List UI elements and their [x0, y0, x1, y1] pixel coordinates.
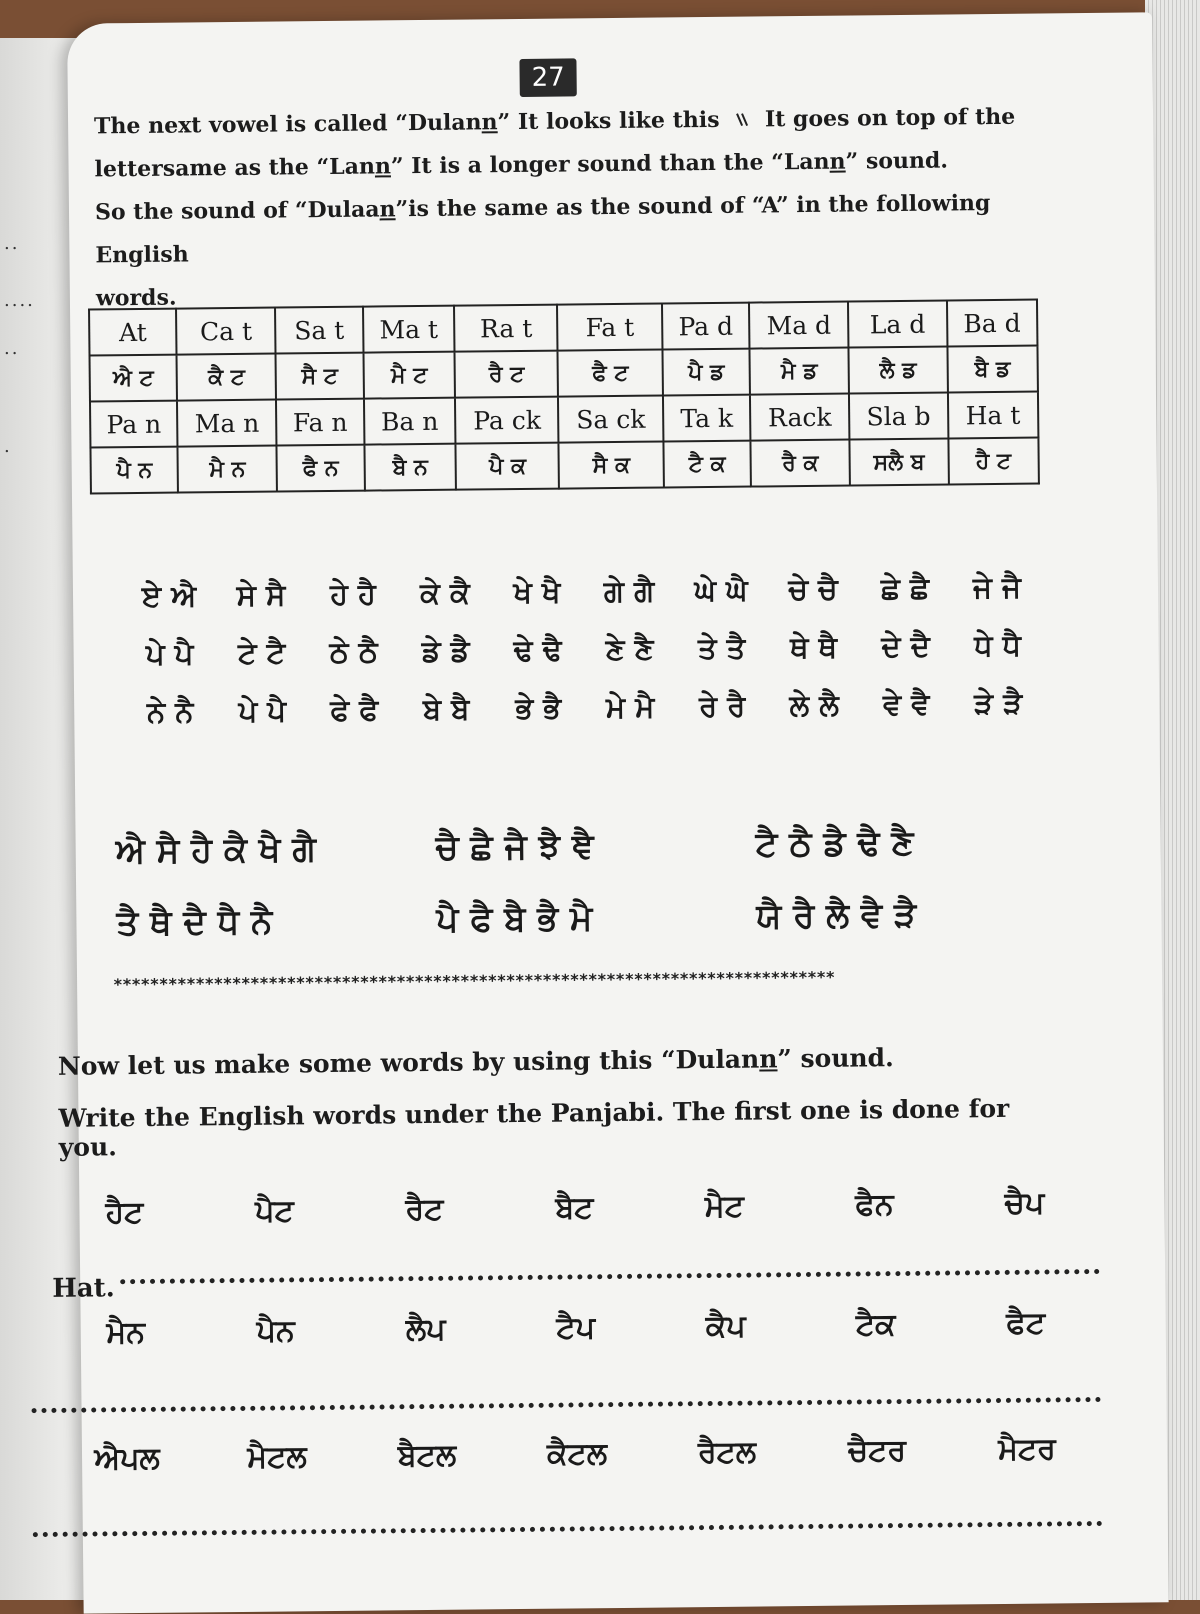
- punjabi-word-cell: ਫੈ ਟ: [558, 349, 663, 396]
- english-word-cell: Fa n: [276, 399, 364, 446]
- syllable-pair: ਧੇ ਧੈ: [974, 627, 1022, 663]
- punjabi-word-cell: ਸਲੈ ਬ: [850, 439, 949, 486]
- syllable-pair: ਫੇ ਫੈ: [330, 692, 379, 727]
- punjabi-word-cell: ਬੈ ਨ: [364, 444, 456, 491]
- punjabi-word: ਬੈਟਲ: [397, 1437, 457, 1474]
- syllable-pair: ਭੇ ਭੈ: [515, 690, 562, 726]
- intro-text-span: ” It is a longer sound than the “Lan: [390, 148, 830, 180]
- syllable-pair: ਸੇ ਸੈ: [236, 577, 286, 612]
- punjabi-word-cell: ਕੈ ਟ: [177, 354, 277, 401]
- english-word-cell: Ha t: [948, 392, 1039, 439]
- punjabi-word-row: [52, 1431, 1102, 1477]
- intro-text-span: ” It looks like this: [497, 106, 720, 136]
- punjabi-word-cell: ਫੈ ਨ: [277, 445, 365, 492]
- syllable-pair: ਘੇ ਘੈ: [694, 572, 748, 608]
- underlined-letter: n: [759, 1044, 778, 1074]
- separator-line: *******************************************************************************: [113, 967, 835, 995]
- punjabi-word-row: [90, 438, 1038, 494]
- english-word-cell: Pa d: [662, 303, 750, 350]
- intro-line: [95, 181, 1056, 277]
- punjabi-word: ਮੈਟਲ: [247, 1439, 307, 1475]
- practice-row: [124, 686, 1044, 731]
- left-page-dots: ..: [4, 338, 20, 359]
- punjabi-word-cell: ਰੈ ਕ: [751, 440, 850, 487]
- english-word-cell: Ma t: [363, 306, 455, 353]
- punjabi-word-cell: ਮੈ ਟ: [363, 352, 455, 399]
- syllable-group: ਟੈ ਠੈ ਡੈ ਢੈ ਣੈ: [755, 822, 914, 865]
- english-word-cell: Pa ck: [455, 397, 558, 444]
- syllable-group-row: [116, 893, 1076, 943]
- syllable-pair: ਢੇ ਢੈ: [513, 632, 562, 668]
- punjabi-word: ਮੈਟ: [704, 1188, 745, 1225]
- syllable-pair: ਮੇ ਮੈ: [605, 689, 655, 725]
- punjabi-word: ਚੈਪ: [1004, 1185, 1045, 1221]
- punjabi-word-cell: ਹੈ ਟ: [948, 438, 1039, 485]
- english-word-cell: Ta k: [663, 395, 751, 442]
- instruction-line: Write the English words under the Panjabi. The first one is done for you.: [58, 1093, 1010, 1162]
- intro-text-span: So the sound of “Dulaa: [94, 196, 380, 226]
- syllable-pair: ਬੇ ਬੈ: [422, 691, 470, 727]
- syllable-pair: ਜੇ ਜੈ: [972, 569, 1022, 605]
- english-word-cell: Ba n: [364, 398, 456, 445]
- english-word-cell: Ca t: [176, 308, 276, 355]
- punjabi-word-cell: ਬੈ ਡ: [947, 346, 1038, 393]
- syllable-pair: ਕੇ ਕੈ: [420, 575, 471, 611]
- syllable-pair: ੜੇ ੜੈ: [974, 685, 1023, 721]
- punjabi-word: ਰੈਟ: [405, 1191, 444, 1228]
- punjabi-word-cell: ਮੈ ਨ: [178, 446, 278, 493]
- punjabi-word-cell: ਸੈ ਟ: [276, 353, 364, 400]
- punjabi-word: ਕੈਪ: [705, 1308, 746, 1345]
- punjabi-word-row: [51, 1305, 1101, 1351]
- underlined-letter: n: [374, 153, 392, 180]
- punjabi-word: ਮੈਨ: [106, 1314, 146, 1351]
- syllable-pair: ਵੇ ਵੈ: [882, 686, 930, 722]
- syllable-group: ਐ ਸੈ ਹੈ ਕੈ ਖੈ ਗੈ: [115, 829, 317, 872]
- syllable-pair: ਠੇ ਠੈ: [329, 634, 378, 669]
- syllable-pair: ਣੇ ਣੈ: [605, 631, 654, 667]
- syllable-pair: ਖੇ ਖੈ: [513, 574, 561, 610]
- syllable-pair: ਨੇ ਨੈ: [146, 694, 194, 729]
- punjabi-word: ਪੈਨ: [256, 1313, 295, 1349]
- syllable-pair: ਰੇ ਰੈ: [699, 688, 746, 724]
- syllable-pair: ਗੇ ਗੈ: [603, 573, 655, 609]
- intro-text: [94, 95, 1056, 320]
- english-word-cell: Ra t: [454, 305, 557, 352]
- sample-answer: Hat.: [52, 1273, 115, 1304]
- intro-text-span: ” sound.: [845, 147, 949, 175]
- syllable-pair: ਦੇ ਦੈ: [881, 628, 931, 664]
- syllable-pair: ਛੇ ਛੈ: [880, 570, 930, 606]
- left-page-dots: .: [4, 436, 12, 457]
- english-word-cell: Ba d: [947, 300, 1038, 347]
- punjabi-word-cell: ਰੈ ਟ: [455, 351, 558, 398]
- answer-line[interactable]: [120, 1265, 1100, 1284]
- punjabi-word-row: [49, 1185, 1099, 1231]
- english-word-cell: At: [89, 309, 177, 356]
- left-page-dots: ....: [4, 290, 35, 311]
- punjabi-word: ਪੈਟ: [255, 1193, 294, 1229]
- punjabi-word-cell: ਸੈ ਕ: [559, 441, 664, 488]
- punjabi-word: ਹੈਟ: [105, 1194, 144, 1231]
- punjabi-word-cell: ਲੈ ਡ: [849, 347, 948, 394]
- punjabi-word: ਫੈਨ: [855, 1187, 894, 1223]
- english-word-cell: Sa ck: [558, 395, 663, 442]
- syllable-pair: ਪੇ ਪੈ: [238, 693, 287, 728]
- punjabi-word: ਚੈਟਰ: [847, 1433, 907, 1469]
- syllable-pair: ਚੇ ਚੈ: [788, 571, 838, 607]
- punjabi-word-cell: ਪੈ ਡ: [662, 349, 750, 396]
- underlined-letter: n: [829, 148, 846, 175]
- english-word-cell: Rack: [750, 394, 849, 441]
- punjabi-word-cell: ਪੈ ਨ: [90, 447, 178, 494]
- instruction-line: [58, 1041, 1058, 1080]
- syllable-pair: ਲੇ ਲੈ: [789, 687, 840, 723]
- syllable-pair: ਏ ਐ: [141, 578, 197, 613]
- page-number: 27: [519, 58, 576, 97]
- syllable-group: ਚੈ ਛੈ ਜੈ ਝੈ ਞੈ: [435, 826, 594, 868]
- punjabi-word: ਫੈਟ: [1006, 1305, 1046, 1341]
- punjabi-word: ਮੈਟਰ: [998, 1431, 1056, 1468]
- workbook-page: [52, 12, 1169, 1613]
- english-word-cell: Fa t: [557, 303, 662, 350]
- practice-row: [123, 628, 1043, 673]
- punjabi-word: ਕੈਟਲ: [546, 1436, 608, 1472]
- practice-row: [123, 570, 1043, 615]
- english-word-cell: Ma n: [177, 400, 277, 447]
- punjabi-word: ਟੈਕ: [855, 1307, 896, 1343]
- english-word-cell: Ma d: [749, 302, 848, 349]
- syllable-group: ਤੈ ਥੈ ਦੈ ਧੈ ਨੈ: [116, 901, 273, 944]
- syllable-pair: ਤੇ ਤੈ: [697, 630, 746, 666]
- punjabi-word-cell: ਟੈ ਕ: [663, 441, 751, 488]
- punjabi-word-cell: ਮੈ ਡ: [750, 348, 849, 395]
- word-table: [88, 299, 1040, 495]
- syllable-pair: ਪੇ ਪੈ: [145, 636, 194, 671]
- syllable-pair: ਥੇ ਥੈ: [789, 629, 838, 665]
- punjabi-word: ਲੈਪ: [405, 1311, 446, 1348]
- english-word-cell: Sla b: [849, 393, 948, 440]
- left-page-dots: ..: [4, 233, 20, 254]
- punjabi-word-cell: ਪੈ ਕ: [456, 443, 559, 490]
- syllable-pair: ਹੇ ਹੈ: [329, 576, 377, 611]
- syllable-group: ਯੈ ਰੈ ਲੈ ਵੈ ੜੈ: [756, 894, 917, 937]
- english-word-cell: Pa n: [90, 401, 178, 448]
- syllable-pair: ਟੇ ਟੈ: [237, 635, 286, 670]
- dulann-mark-icon: [735, 112, 749, 130]
- answer-line[interactable]: [33, 1517, 1103, 1537]
- answer-line[interactable]: [31, 1393, 1101, 1413]
- english-word-cell: Sa t: [275, 307, 363, 354]
- intro-text-span: lettersame as the “Lan: [94, 153, 376, 183]
- punjabi-word: ਟੈਪ: [556, 1310, 596, 1346]
- intro-text-span: It goes on top of the: [764, 103, 1016, 133]
- intro-text-span: The next vowel is called “Dulan: [93, 109, 482, 140]
- underlined-letter: n: [379, 196, 396, 223]
- underlined-letter: n: [481, 109, 498, 136]
- instruction-span: Now let us make some words by using this “Dulan: [57, 1044, 760, 1081]
- syllable-pair: ਡੇ ਡੈ: [421, 633, 470, 669]
- english-word-cell: La d: [848, 301, 947, 348]
- intro-text-span: ”is the same as the sound of “A” in the following English: [95, 190, 991, 269]
- intro-line: words.: [95, 284, 177, 312]
- punjabi-word: ਐਪਲ: [94, 1440, 160, 1477]
- syllable-group: ਪੈ ਫੈ ਬੈ ਭੈ ਮੈ: [436, 898, 593, 940]
- punjabi-word-cell: ਐ ਟ: [90, 355, 178, 402]
- punjabi-word: ਰੈਟਲ: [697, 1434, 757, 1471]
- syllable-group-row: [115, 821, 1075, 871]
- instruction-span: ” sound.: [777, 1043, 894, 1074]
- punjabi-word: ਬੈਟ: [555, 1190, 594, 1226]
